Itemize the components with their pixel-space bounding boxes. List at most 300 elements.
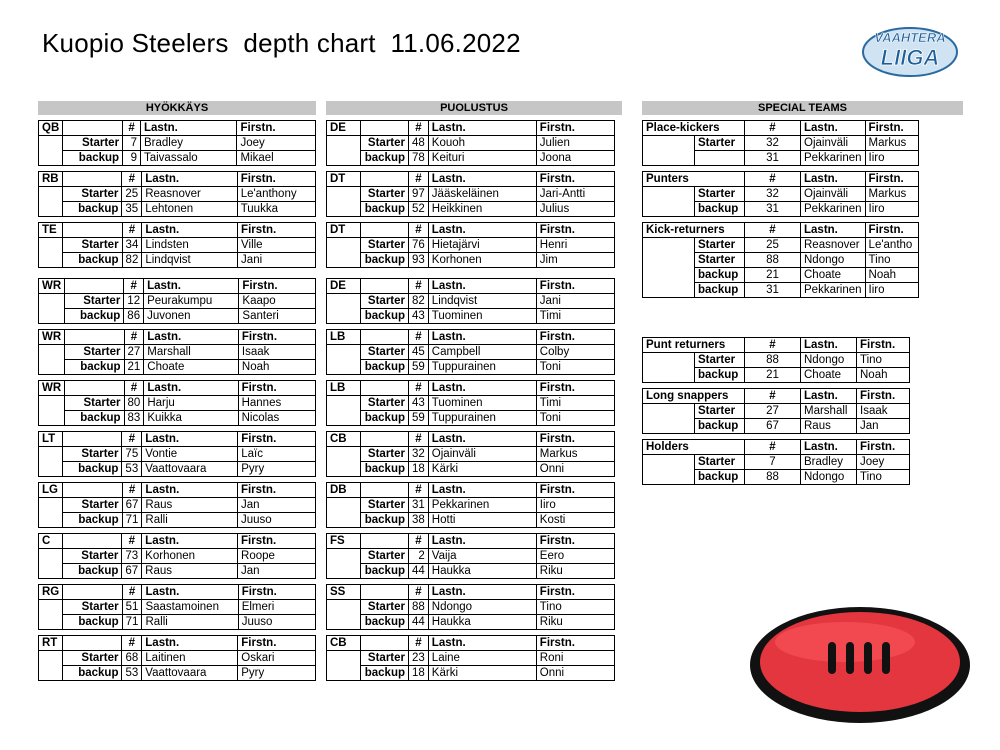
blank-cell — [327, 564, 361, 579]
firstname-header: Firstn. — [536, 585, 614, 600]
firstname-header: Firstn. — [536, 381, 614, 396]
blank-cell — [643, 353, 695, 368]
blank-cell — [327, 462, 361, 477]
lastname-header: Lastn. — [801, 389, 857, 404]
lastname-header: Lastn. — [428, 223, 536, 238]
player-firstname: Jari-Antti — [536, 187, 614, 202]
firstname-header: Firstn. — [238, 585, 315, 600]
player-firstname: Eero — [536, 549, 614, 564]
player-lastname: Pekkarinen — [428, 498, 536, 513]
lastname-header: Lastn. — [428, 432, 536, 447]
offense-position-table — [38, 482, 316, 528]
defense-position-table — [326, 431, 615, 477]
player-number: 31 — [745, 151, 801, 166]
player-firstname: Iiro — [536, 498, 614, 513]
player-number: 45 — [409, 345, 429, 360]
lastname-header: Lastn. — [801, 440, 857, 455]
player-lastname: Lindsten — [142, 238, 238, 253]
player-number: 44 — [409, 615, 429, 630]
firstname-header: Firstn. — [865, 223, 918, 238]
table-row — [327, 498, 615, 513]
player-lastname: Vaattovaara — [142, 462, 238, 477]
player-lastname: Haukka — [428, 615, 536, 630]
role-label: backup — [65, 360, 124, 375]
player-firstname: Noah — [238, 360, 315, 375]
blank-cell — [361, 121, 409, 136]
firstname-header: Firstn. — [238, 534, 316, 549]
player-number: 71 — [122, 615, 142, 630]
table-row — [327, 238, 615, 253]
offense-position-table — [38, 380, 316, 426]
blank-cell — [361, 279, 409, 294]
firstname-header: Firstn. — [857, 338, 910, 353]
player-firstname: Iiro — [865, 202, 918, 217]
number-header: # — [124, 330, 144, 345]
offense-position-table — [38, 278, 316, 324]
player-number: 25 — [745, 238, 801, 253]
player-firstname: Jim — [536, 253, 614, 268]
number-header: # — [409, 172, 429, 187]
blank-cell — [643, 253, 695, 268]
lastname-header: Lastn. — [142, 636, 238, 651]
player-lastname: Kouoh — [428, 136, 536, 151]
lastname-header: Lastn. — [428, 585, 536, 600]
position-label: LT — [39, 432, 63, 447]
table-row — [327, 564, 615, 579]
player-number: 59 — [409, 411, 429, 426]
player-firstname: Tino — [865, 253, 918, 268]
player-number: 35 — [122, 202, 142, 217]
blank-cell — [643, 268, 695, 283]
player-number: 71 — [122, 513, 142, 528]
player-firstname: Toni — [536, 360, 614, 375]
player-firstname: Joona — [536, 151, 614, 166]
table-row — [643, 353, 910, 368]
number-header: # — [122, 636, 142, 651]
special-teams-table — [642, 171, 919, 217]
number-header: # — [409, 223, 429, 238]
player-number: 32 — [409, 447, 429, 462]
player-number: 82 — [409, 294, 429, 309]
player-number: 78 — [409, 151, 429, 166]
blank-cell — [39, 615, 63, 630]
blank-cell — [643, 238, 695, 253]
defense-position-table — [326, 584, 615, 630]
role-label: Starter — [62, 549, 122, 564]
role-label: Starter — [361, 238, 409, 253]
player-firstname: Le'anthony — [237, 187, 315, 202]
lastname-header: Lastn. — [142, 223, 238, 238]
player-firstname: Kaapo — [239, 294, 316, 309]
table-row — [327, 513, 615, 528]
player-lastname: Heikkinen — [428, 202, 536, 217]
firstname-header: Firstn. — [237, 172, 315, 187]
role-label: backup — [65, 309, 124, 324]
role-label: Starter — [695, 253, 745, 268]
blank-cell — [327, 666, 361, 681]
position-label: FS — [327, 534, 361, 549]
player-number: 51 — [122, 600, 142, 615]
player-lastname: Hietajärvi — [428, 238, 536, 253]
player-lastname: Lehtonen — [142, 202, 237, 217]
special-teams-table — [642, 120, 919, 166]
player-lastname: Vaija — [428, 549, 536, 564]
position-label: DT — [327, 172, 361, 187]
defense-position-table — [326, 635, 615, 681]
firstname-header: Firstn. — [238, 636, 316, 651]
table-row — [643, 404, 910, 419]
firstname-header: Firstn. — [536, 330, 614, 345]
position-label: CB — [327, 432, 361, 447]
firstname-header: Firstn. — [237, 483, 315, 498]
position-label: DB — [327, 483, 361, 498]
blank-cell — [39, 513, 63, 528]
player-firstname: Noah — [857, 368, 910, 383]
lastname-header: Lastn. — [142, 534, 238, 549]
special-teams-table — [642, 337, 910, 383]
player-firstname: Tino — [857, 470, 910, 485]
number-header: # — [122, 172, 142, 187]
firstname-header: Firstn. — [536, 223, 614, 238]
table-row — [643, 268, 919, 283]
firstname-header: Firstn. — [239, 279, 316, 294]
table-row — [39, 238, 316, 253]
player-firstname: Tuukka — [237, 202, 315, 217]
firstname-header: Firstn. — [238, 223, 316, 238]
blank-cell — [643, 283, 695, 298]
table-row — [327, 447, 615, 462]
firstname-header: Firstn. — [238, 432, 316, 447]
table-row — [39, 187, 316, 202]
blank-cell — [62, 432, 122, 447]
role-label: backup — [695, 268, 745, 283]
player-firstname: Ville — [238, 238, 316, 253]
role-label: backup — [361, 666, 409, 681]
player-number: 93 — [409, 253, 429, 268]
position-label: C — [39, 534, 63, 549]
player-firstname: Timi — [536, 309, 614, 324]
number-header: # — [122, 585, 142, 600]
blank-cell — [361, 223, 409, 238]
player-lastname: Tuominen — [428, 396, 536, 411]
player-firstname: Julien — [536, 136, 614, 151]
table-row — [643, 253, 919, 268]
player-number: 82 — [122, 253, 142, 268]
lastname-header: Lastn. — [142, 585, 238, 600]
player-firstname: Onni — [536, 462, 614, 477]
lastname-header: Lastn. — [142, 432, 238, 447]
player-lastname: Lindqvist — [428, 294, 536, 309]
player-lastname: Korhonen — [142, 549, 238, 564]
player-firstname: Joey — [857, 455, 910, 470]
table-row — [39, 447, 316, 462]
player-lastname: Ndongo — [801, 470, 857, 485]
lastname-header: Lastn. — [428, 636, 536, 651]
lastname-header: Lastn. — [144, 279, 239, 294]
player-firstname: Jan — [857, 419, 910, 434]
player-lastname: Vontie — [142, 447, 238, 462]
table-row — [39, 202, 316, 217]
blank-cell — [39, 396, 65, 411]
position-label: LB — [327, 381, 361, 396]
blank-cell — [39, 202, 63, 217]
role-label: backup — [62, 513, 122, 528]
unit-label: Holders — [643, 440, 745, 455]
role-label: Starter — [65, 396, 124, 411]
number-header: # — [745, 172, 801, 187]
player-lastname: Ndongo — [428, 600, 536, 615]
player-firstname: Laïc — [238, 447, 316, 462]
blank-cell — [63, 585, 122, 600]
blank-cell — [361, 330, 409, 345]
role-label: backup — [695, 419, 745, 434]
player-number: 80 — [124, 396, 144, 411]
special-teams-table — [642, 222, 919, 298]
role-label: backup — [361, 615, 409, 630]
table-row — [327, 600, 615, 615]
player-number: 23 — [409, 651, 429, 666]
position-label: TE — [39, 223, 63, 238]
blank-cell — [643, 470, 695, 485]
number-header: # — [745, 223, 801, 238]
blank-cell — [361, 381, 409, 396]
number-header: # — [409, 483, 429, 498]
player-lastname: Haukka — [428, 564, 536, 579]
player-lastname: Saastamoinen — [142, 600, 238, 615]
lastname-header: Lastn. — [428, 381, 536, 396]
number-header: # — [123, 121, 141, 136]
defense-position-table — [326, 482, 615, 528]
player-lastname: Keituri — [428, 151, 536, 166]
player-number: 31 — [409, 498, 429, 513]
table-row — [39, 564, 316, 579]
player-lastname: Laine — [428, 651, 536, 666]
player-number: 86 — [124, 309, 144, 324]
player-number: 21 — [124, 360, 144, 375]
blank-cell — [327, 651, 361, 666]
position-label: DT — [327, 223, 361, 238]
blank-cell — [39, 187, 63, 202]
blank-cell — [643, 455, 695, 470]
table-row — [39, 294, 316, 309]
table-row — [327, 360, 615, 375]
blank-cell — [62, 636, 122, 651]
table-row — [643, 187, 919, 202]
player-lastname: Vaattovaara — [142, 666, 238, 681]
blank-cell — [327, 202, 361, 217]
lastname-header: Lastn. — [142, 172, 237, 187]
firstname-header: Firstn. — [238, 381, 315, 396]
player-firstname: Jani — [238, 253, 316, 268]
player-lastname: Ojainväli — [428, 447, 536, 462]
blank-cell — [39, 411, 65, 426]
blank-cell — [327, 238, 361, 253]
role-label: backup — [65, 411, 124, 426]
player-firstname: Noah — [865, 268, 918, 283]
player-lastname: Juvonen — [144, 309, 239, 324]
player-firstname: Jan — [238, 564, 316, 579]
player-lastname: Kärki — [428, 666, 536, 681]
player-lastname: Ndongo — [801, 353, 857, 368]
player-number: 7 — [745, 455, 801, 470]
player-number: 18 — [409, 666, 429, 681]
blank-cell — [643, 368, 695, 383]
player-number: 53 — [122, 462, 142, 477]
player-number: 83 — [124, 411, 144, 426]
role-label: backup — [62, 666, 122, 681]
lastname-header: Lastn. — [428, 279, 536, 294]
player-lastname: Bradley — [140, 136, 236, 151]
role-label: Starter — [361, 549, 409, 564]
role-label: Starter — [695, 238, 745, 253]
blank-cell — [63, 121, 123, 136]
number-header: # — [745, 338, 801, 353]
table-row — [39, 498, 316, 513]
role-label: Starter — [62, 187, 121, 202]
position-label: LB — [327, 330, 361, 345]
blank-cell — [65, 381, 124, 396]
firstname-header: Firstn. — [536, 121, 614, 136]
lastname-header: Lastn. — [428, 483, 536, 498]
role-label: backup — [361, 411, 409, 426]
player-firstname: Kosti — [536, 513, 614, 528]
blank-cell — [327, 600, 361, 615]
table-row — [39, 615, 316, 630]
player-number: 27 — [124, 345, 144, 360]
table-row — [643, 238, 919, 253]
number-header: # — [409, 636, 429, 651]
number-header: # — [122, 223, 142, 238]
number-header: # — [122, 483, 142, 498]
player-firstname: Tino — [536, 600, 614, 615]
blank-cell — [361, 585, 409, 600]
table-row — [39, 600, 316, 615]
blank-cell — [39, 462, 63, 477]
player-lastname: Choate — [801, 368, 857, 383]
player-lastname: Korhonen — [428, 253, 536, 268]
player-firstname: Onni — [536, 666, 614, 681]
player-number: 67 — [122, 564, 142, 579]
role-label: backup — [63, 151, 123, 166]
role-label: Starter — [65, 345, 124, 360]
player-firstname: Oskari — [238, 651, 316, 666]
blank-cell — [643, 404, 695, 419]
blank-cell — [39, 447, 63, 462]
role-label: Starter — [361, 294, 409, 309]
table-row — [327, 462, 615, 477]
firstname-header: Firstn. — [865, 172, 918, 187]
table-row — [39, 136, 316, 151]
table-row — [643, 455, 910, 470]
player-number: 18 — [409, 462, 429, 477]
offense-position-table — [38, 171, 316, 217]
table-row — [327, 151, 615, 166]
number-header: # — [409, 121, 429, 136]
player-number: 7 — [123, 136, 141, 151]
table-row — [39, 309, 316, 324]
player-firstname: Nicolas — [238, 411, 315, 426]
table-row — [327, 253, 615, 268]
firstname-header: Firstn. — [857, 389, 910, 404]
role-label: Starter — [695, 136, 745, 151]
number-header: # — [409, 330, 429, 345]
blank-cell — [327, 151, 361, 166]
player-lastname: Raus — [142, 564, 238, 579]
blank-cell — [65, 279, 124, 294]
blank-cell — [327, 396, 361, 411]
role-label: backup — [361, 151, 409, 166]
number-header: # — [745, 121, 801, 136]
player-firstname: Pyry — [238, 462, 316, 477]
player-lastname: Reasnover — [801, 238, 866, 253]
player-firstname: Santeri — [239, 309, 316, 324]
unit-label: Place-kickers — [643, 121, 745, 136]
table-row — [39, 549, 316, 564]
page-title: Kuopio Steelers depth chart 11.06.2022 — [42, 28, 521, 58]
player-number: 25 — [122, 187, 142, 202]
blank-cell — [39, 600, 63, 615]
player-firstname: Roni — [536, 651, 614, 666]
blank-cell — [327, 136, 361, 151]
blank-cell — [643, 136, 695, 151]
blank-cell — [643, 202, 695, 217]
table-row — [327, 309, 615, 324]
blank-cell — [39, 564, 63, 579]
position-label: DE — [327, 279, 361, 294]
blank-cell — [39, 151, 63, 166]
player-number: 9 — [123, 151, 141, 166]
player-number: 73 — [122, 549, 142, 564]
role-label: Starter — [62, 447, 122, 462]
position-label: SS — [327, 585, 361, 600]
role-label: Starter — [361, 136, 409, 151]
special-teams-header: SPECIAL TEAMS — [642, 101, 963, 115]
role-label: backup — [361, 360, 409, 375]
logo-text-bottom: LIIGA — [880, 45, 940, 70]
player-firstname: Isaak — [238, 345, 315, 360]
blank-cell — [361, 636, 409, 651]
role-label: backup — [361, 202, 409, 217]
firstname-header: Firstn. — [536, 483, 614, 498]
offense-position-table — [38, 431, 316, 477]
table-row — [643, 151, 919, 166]
player-lastname: Choate — [144, 360, 239, 375]
player-lastname: Tuppurainen — [428, 360, 536, 375]
role-label: backup — [62, 462, 122, 477]
role-label: Starter — [361, 651, 409, 666]
player-number: 43 — [409, 309, 429, 324]
position-label: RG — [39, 585, 63, 600]
table-row — [327, 202, 615, 217]
role-label: backup — [695, 202, 745, 217]
player-firstname: Le'antho — [865, 238, 918, 253]
special-teams-table — [642, 439, 910, 485]
offense-header: HYÖKKÄYS — [38, 101, 316, 115]
blank-cell — [39, 651, 63, 666]
blank-cell — [327, 360, 361, 375]
blank-cell — [39, 238, 63, 253]
player-number: 43 — [409, 396, 429, 411]
number-header: # — [409, 432, 429, 447]
player-firstname: Jani — [536, 294, 614, 309]
position-label: RB — [39, 172, 63, 187]
role-label: Starter — [361, 447, 409, 462]
player-number: 32 — [745, 136, 801, 151]
table-row — [39, 253, 316, 268]
firstname-header: Firstn. — [536, 636, 614, 651]
player-number: 53 — [122, 666, 142, 681]
player-lastname: Peurakumpu — [144, 294, 239, 309]
